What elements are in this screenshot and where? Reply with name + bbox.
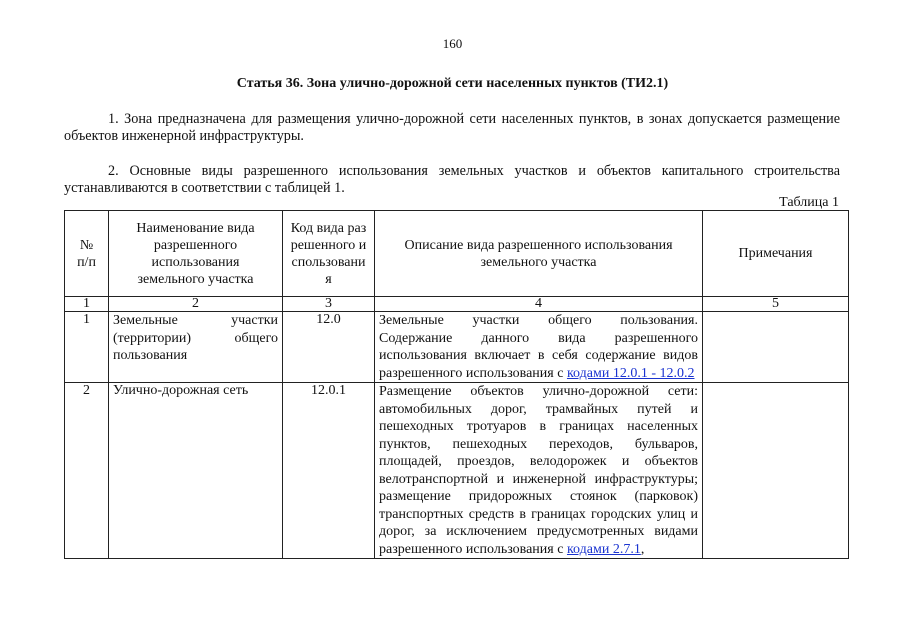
colnum-4: 4 [375,297,703,312]
row-1-note [703,312,849,383]
row-1-num: 1 [65,312,109,383]
row-2-note [703,383,849,559]
header-num: № п/п [65,211,109,297]
row-2-num: 2 [65,383,109,559]
page-number: 160 [442,36,463,51]
row-2-name: Улично-дорожная сеть [109,383,283,559]
row-2-desc-after: , [640,541,645,557]
table-caption: Таблица 1 [779,195,839,210]
colnum-1: 1 [65,297,109,312]
table-row [65,383,849,559]
header-desc: Описание вида разрешенного использования земельного участка [375,211,703,297]
row-1-desc-text: Земельные участки общего пользования. Содержание данного вида разрешенного использования включает в себя содержание видов разрешенного использования с [379,313,698,381]
paragraph-2-text: 2. Основные виды разрешенного использования земельных участков и объектов капитального строительства устанавливаются в соответствии с таблицей 1. [64,163,840,196]
row-1-desc [375,312,703,383]
colnum-2: 2 [109,297,283,312]
colnum-3: 3 [283,297,375,312]
row-2-code: 12.0.1 [283,383,375,559]
paragraph-1-text: 1. Зона предназначена для размещения улично-дорожной сети населенных пунктов, в зонах допускается размещение объектов инженерной инфраструктуры. [64,111,840,144]
table-header-row [65,211,849,297]
row-1-code: 12.0 [283,312,375,383]
header-name: Наименование вида разрешенного использования земельного участка [109,211,283,297]
row-1-codes-link[interactable]: кодами 12.0.1 - 12.0.2 [566,365,695,381]
article-title: Статья 36. Зона улично-дорожной сети населенных пунктов (ТИ2.1) [236,76,669,91]
colnum-5: 5 [703,297,849,312]
row-1-name: Земельные участки (территории) общего пользования [109,312,283,383]
row-2-desc-text: Размещение объектов улично-дорожной сети: автомобильных дорог, трамвайных путей и пешеходных тротуаров в границах населенных пунктов, пешеходных переходов, бульваров, площадей, проездов, велодорожек и объектов велотранспортной и инженерной инфраструктуры; размещение придорожных стоянок (парковок) транспортных средств в границах городских улиц и дорог, за исключением предусмотренных видами разрешенного использования с [379,384,698,557]
land-use-table [64,210,849,559]
header-notes: Примечания [703,211,849,297]
row-2-codes-link[interactable]: кодами 2.7.1 [566,541,641,557]
column-number-row [65,297,849,312]
paragraph-1 [64,111,840,145]
paragraph-2 [64,163,840,197]
row-2-desc [375,383,703,559]
table-row [65,312,849,383]
header-code: Код вида разрешенного использования [283,211,375,297]
